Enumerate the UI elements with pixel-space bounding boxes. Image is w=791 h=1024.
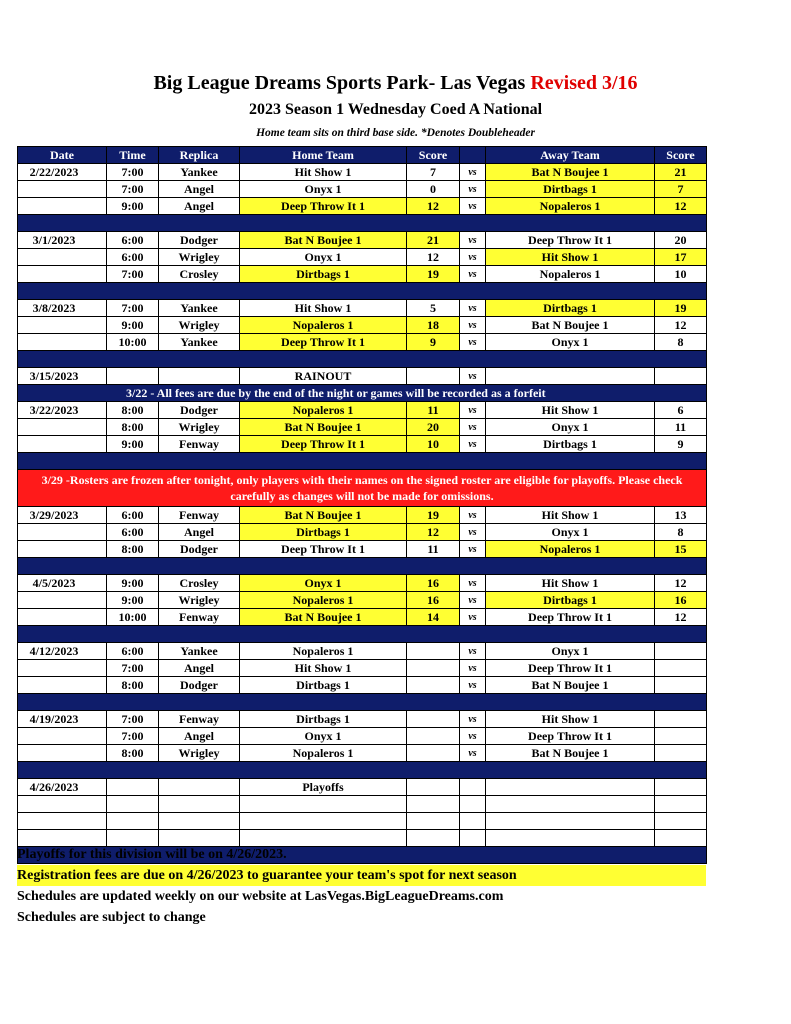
date-cell [18,745,107,762]
away-team-cell [486,796,655,813]
away-score-cell: 19 [655,300,707,317]
page-subtitle: 2023 Season 1 Wednesday Coed A National [248,101,543,118]
vs-cell: vs [460,419,486,436]
replica-cell [159,779,240,796]
replica-cell: Yankee [159,300,240,317]
date-cell [18,728,107,745]
home-score-cell: 7 [407,164,460,181]
table-row [18,592,707,609]
away-team-cell [486,368,655,385]
time-cell: 8:00 [107,402,159,419]
replica-cell: Yankee [159,643,240,660]
replica-cell: Angel [159,660,240,677]
away-score-cell: 11 [655,419,707,436]
vs-cell: vs [460,232,486,249]
separator-cell [18,215,707,232]
away-team-cell: Nopaleros 1 [486,198,655,215]
table-row [18,643,707,660]
home-score-cell: 21 [407,232,460,249]
away-team-cell: Nopaleros 1 [486,266,655,283]
home-team-cell: Nopaleros 1 [240,643,407,660]
vs-cell: vs [460,660,486,677]
date-cell [18,677,107,694]
home-team-cell: Playoffs [240,779,407,796]
registration-note: Registration fees are due on 4/26/2023 to guarantee your team's spot for next season [17,865,706,886]
table-row [18,419,707,436]
time-cell: 7:00 [107,728,159,745]
replica-cell: Wrigley [159,317,240,334]
date-cell [18,334,107,351]
replica-cell: Angel [159,198,240,215]
table-row [18,507,707,524]
home-score-cell [407,643,460,660]
time-cell [107,779,159,796]
table-row [18,575,707,592]
date-cell: 4/12/2023 [18,643,107,660]
home-team-cell: Deep Throw It 1 [240,198,407,215]
home-score-cell: 0 [407,181,460,198]
vs-cell: vs [460,181,486,198]
date-cell [18,181,107,198]
time-cell: 9:00 [107,575,159,592]
home-score-cell: 9 [407,334,460,351]
vs-cell: vs [460,541,486,558]
col-time: Time [107,147,159,164]
vs-cell: vs [460,368,486,385]
date-cell [18,524,107,541]
table-header-row [18,147,707,164]
separator-row [18,558,707,575]
home-team-cell: Onyx 1 [240,249,407,266]
away-team-cell [486,779,655,796]
table-row [18,181,707,198]
col-vs [460,147,486,164]
date-cell: 3/22/2023 [18,402,107,419]
away-team-cell: Nopaleros 1 [486,541,655,558]
replica-cell: Angel [159,181,240,198]
separator-cell [18,283,707,300]
separator-cell [18,694,707,711]
table-row [18,436,707,453]
vs-cell: vs [460,249,486,266]
vs-cell [460,796,486,813]
away-team-cell [486,813,655,830]
home-score-cell: 12 [407,198,460,215]
time-cell: 9:00 [107,436,159,453]
home-score-cell: 19 [407,507,460,524]
away-score-cell: 10 [655,266,707,283]
home-team-cell: Dirtbags 1 [240,711,407,728]
away-team-cell: Hit Show 1 [486,507,655,524]
date-cell: 3/1/2023 [18,232,107,249]
home-score-cell [407,368,460,385]
away-team-cell: Bat N Boujee 1 [486,677,655,694]
home-score-cell: 18 [407,317,460,334]
time-cell: 7:00 [107,660,159,677]
away-team-cell: Onyx 1 [486,524,655,541]
col-date: Date [18,147,107,164]
replica-cell: Fenway [159,711,240,728]
home-team-cell: Deep Throw It 1 [240,334,407,351]
home-team-cell: Dirtbags 1 [240,266,407,283]
replica-cell: Dodger [159,541,240,558]
website-note: Schedules are updated weekly on our website at LasVegas.BigLeagueDreams.com [17,889,504,904]
away-score-cell: 15 [655,541,707,558]
home-score-cell: 16 [407,575,460,592]
time-cell: 6:00 [107,524,159,541]
home-score-cell [407,728,460,745]
away-score-cell [655,779,707,796]
home-team-cell: Nopaleros 1 [240,402,407,419]
replica-cell: Fenway [159,609,240,626]
away-score-cell: 16 [655,592,707,609]
vs-cell: vs [460,334,486,351]
away-score-cell: 7 [655,181,707,198]
replica-cell: Yankee [159,334,240,351]
vs-cell: vs [460,300,486,317]
away-team-cell: Bat N Boujee 1 [486,317,655,334]
vs-cell: vs [460,575,486,592]
away-team-cell: Onyx 1 [486,643,655,660]
home-score-cell: 11 [407,402,460,419]
home-score-cell [407,677,460,694]
separator-row [18,453,707,470]
replica-cell: Angel [159,524,240,541]
col-home-score: Score [407,147,460,164]
home-score-cell [407,745,460,762]
away-score-cell: 9 [655,436,707,453]
home-score-cell: 5 [407,300,460,317]
time-cell: 9:00 [107,317,159,334]
home-score-cell: 10 [407,436,460,453]
away-team-cell: Deep Throw It 1 [486,232,655,249]
replica-cell: Fenway [159,507,240,524]
home-team-cell: Nopaleros 1 [240,745,407,762]
away-score-cell: 21 [655,164,707,181]
away-score-cell: 13 [655,507,707,524]
away-team-cell: Bat N Boujee 1 [486,745,655,762]
table-row [18,745,707,762]
table-row [18,368,707,385]
away-score-cell [655,643,707,660]
replica-cell: Dodger [159,232,240,249]
time-cell: 7:00 [107,266,159,283]
footer-notes [17,844,706,928]
col-away-team: Away Team [486,147,655,164]
time-cell: 7:00 [107,711,159,728]
separator-row [18,215,707,232]
away-team-cell: Bat N Boujee 1 [486,164,655,181]
playoffs-note: Playoffs for this division will be on 4/26/2023. [17,847,287,862]
table-row [18,711,707,728]
date-cell [18,541,107,558]
away-score-cell: 8 [655,334,707,351]
date-cell [18,813,107,830]
date-cell: 4/5/2023 [18,575,107,592]
date-cell [18,419,107,436]
away-team-cell: Dirtbags 1 [486,300,655,317]
away-team-cell: Deep Throw It 1 [486,660,655,677]
time-cell [107,813,159,830]
vs-cell: vs [460,609,486,626]
home-score-cell: 14 [407,609,460,626]
table-row [18,198,707,215]
home-score-cell [407,711,460,728]
table-row [18,609,707,626]
vs-cell: vs [460,317,486,334]
away-team-cell: Onyx 1 [486,334,655,351]
date-cell [18,317,107,334]
home-team-cell [240,796,407,813]
replica-cell: Crosley [159,575,240,592]
replica-cell: Wrigley [159,592,240,609]
vs-cell: vs [460,728,486,745]
date-cell: 2/22/2023 [18,164,107,181]
home-team-cell: Nopaleros 1 [240,317,407,334]
time-cell: 8:00 [107,419,159,436]
time-cell: 6:00 [107,643,159,660]
time-cell: 10:00 [107,609,159,626]
announcement-row [18,385,707,402]
alert-row [18,470,707,507]
away-score-cell: 12 [655,317,707,334]
date-cell: 3/29/2023 [18,507,107,524]
away-team-cell: Hit Show 1 [486,249,655,266]
home-team-cell: Bat N Boujee 1 [240,609,407,626]
col-away-score: Score [655,147,707,164]
away-score-cell [655,711,707,728]
home-team-cell: Onyx 1 [240,728,407,745]
time-cell: 7:00 [107,164,159,181]
home-score-cell [407,779,460,796]
vs-cell: vs [460,164,486,181]
away-score-cell: 6 [655,402,707,419]
home-team-cell: Onyx 1 [240,181,407,198]
change-note: Schedules are subject to change [17,910,206,925]
date-cell [18,796,107,813]
table-row [18,796,707,813]
table-row [18,266,707,283]
table-row [18,660,707,677]
vs-cell: vs [460,592,486,609]
away-score-cell: 8 [655,524,707,541]
away-team-cell: Deep Throw It 1 [486,728,655,745]
table-row [18,334,707,351]
date-cell: 3/15/2023 [18,368,107,385]
time-cell: 8:00 [107,745,159,762]
home-team-cell: Bat N Boujee 1 [240,419,407,436]
replica-cell [159,368,240,385]
away-score-cell [655,728,707,745]
home-team-cell: Dirtbags 1 [240,677,407,694]
time-cell: 6:00 [107,507,159,524]
revised-label: Revised 3/16 [530,72,638,94]
time-cell: 9:00 [107,592,159,609]
away-team-cell: Hit Show 1 [486,402,655,419]
home-team-cell: Hit Show 1 [240,300,407,317]
away-score-cell [655,796,707,813]
date-cell: 4/19/2023 [18,711,107,728]
home-score-cell [407,796,460,813]
separator-row [18,762,707,779]
separator-cell [18,453,707,470]
away-team-cell: Hit Show 1 [486,575,655,592]
date-cell: 3/8/2023 [18,300,107,317]
replica-cell: Dodger [159,677,240,694]
away-score-cell: 12 [655,198,707,215]
replica-cell: Angel [159,728,240,745]
table-row [18,249,707,266]
vs-cell: vs [460,198,486,215]
time-cell [107,796,159,813]
alert-text: 3/29 -Rosters are frozen after tonight, only players with their names on the signed roster are eligible for playoffs. Please check carefully as changes will not be made for omissions. [18,470,707,507]
schedule-table [17,146,707,864]
home-team-cell: Dirtbags 1 [240,524,407,541]
vs-cell: vs [460,402,486,419]
home-team-cell: Onyx 1 [240,575,407,592]
home-score-cell [407,660,460,677]
col-replica: Replica [159,147,240,164]
header-note: Home team sits on third base side. *Denotes Doubleheader [256,127,535,139]
vs-cell: vs [460,677,486,694]
table-row [18,779,707,796]
table-row [18,232,707,249]
home-team-cell: Hit Show 1 [240,164,407,181]
page-title [0,72,791,95]
date-cell [18,266,107,283]
vs-cell: vs [460,524,486,541]
date-cell [18,660,107,677]
replica-cell: Wrigley [159,249,240,266]
away-team-cell: Deep Throw It 1 [486,609,655,626]
schedule-body [18,164,707,864]
table-row [18,317,707,334]
vs-cell [460,813,486,830]
date-cell [18,249,107,266]
home-score-cell: 19 [407,266,460,283]
home-team-cell [240,813,407,830]
home-team-cell: Deep Throw It 1 [240,436,407,453]
vs-cell: vs [460,643,486,660]
separator-row [18,626,707,643]
time-cell: 6:00 [107,232,159,249]
home-score-cell: 20 [407,419,460,436]
announcement-text: 3/22 - All fees are due by the end of the night or games will be recorded as a forfeit [18,385,707,402]
separator-row [18,351,707,368]
away-score-cell: 12 [655,609,707,626]
table-row [18,300,707,317]
time-cell [107,368,159,385]
away-score-cell [655,660,707,677]
away-score-cell: 12 [655,575,707,592]
table-row [18,728,707,745]
replica-cell: Wrigley [159,419,240,436]
col-home-team: Home Team [240,147,407,164]
date-cell [18,592,107,609]
time-cell: 8:00 [107,541,159,558]
home-score-cell [407,813,460,830]
time-cell: 10:00 [107,334,159,351]
replica-cell: Wrigley [159,745,240,762]
home-team-cell: Deep Throw It 1 [240,541,407,558]
home-score-cell: 16 [407,592,460,609]
date-cell: 4/26/2023 [18,779,107,796]
vs-cell: vs [460,507,486,524]
away-score-cell [655,813,707,830]
away-team-cell: Dirtbags 1 [486,436,655,453]
time-cell: 7:00 [107,300,159,317]
home-team-cell: Bat N Boujee 1 [240,232,407,249]
time-cell: 6:00 [107,249,159,266]
date-cell [18,609,107,626]
replica-cell: Yankee [159,164,240,181]
vs-cell: vs [460,711,486,728]
date-cell [18,198,107,215]
table-row [18,164,707,181]
replica-cell: Crosley [159,266,240,283]
home-team-cell: Nopaleros 1 [240,592,407,609]
separator-row [18,694,707,711]
table-row [18,541,707,558]
away-team-cell: Hit Show 1 [486,711,655,728]
away-score-cell: 20 [655,232,707,249]
home-team-cell: Bat N Boujee 1 [240,507,407,524]
separator-row [18,283,707,300]
replica-cell: Dodger [159,402,240,419]
table-row [18,402,707,419]
away-score-cell [655,368,707,385]
vs-cell: vs [460,436,486,453]
title-text: Big League Dreams Sports Park- Las Vegas [153,72,526,94]
table-row [18,524,707,541]
date-cell [18,436,107,453]
replica-cell: Fenway [159,436,240,453]
vs-cell: vs [460,266,486,283]
away-score-cell [655,677,707,694]
home-score-cell: 11 [407,541,460,558]
separator-cell [18,351,707,368]
separator-cell [18,558,707,575]
separator-cell [18,762,707,779]
time-cell: 9:00 [107,198,159,215]
vs-cell [460,779,486,796]
time-cell: 8:00 [107,677,159,694]
replica-cell [159,796,240,813]
away-team-cell: Dirtbags 1 [486,181,655,198]
table-row [18,677,707,694]
replica-cell [159,813,240,830]
away-score-cell: 17 [655,249,707,266]
table-row [18,813,707,830]
away-team-cell: Dirtbags 1 [486,592,655,609]
home-score-cell: 12 [407,249,460,266]
separator-cell [18,626,707,643]
away-team-cell: Onyx 1 [486,419,655,436]
home-team-cell: Hit Show 1 [240,660,407,677]
time-cell: 7:00 [107,181,159,198]
vs-cell: vs [460,745,486,762]
home-team-cell: RAINOUT [240,368,407,385]
away-score-cell [655,745,707,762]
home-score-cell: 12 [407,524,460,541]
